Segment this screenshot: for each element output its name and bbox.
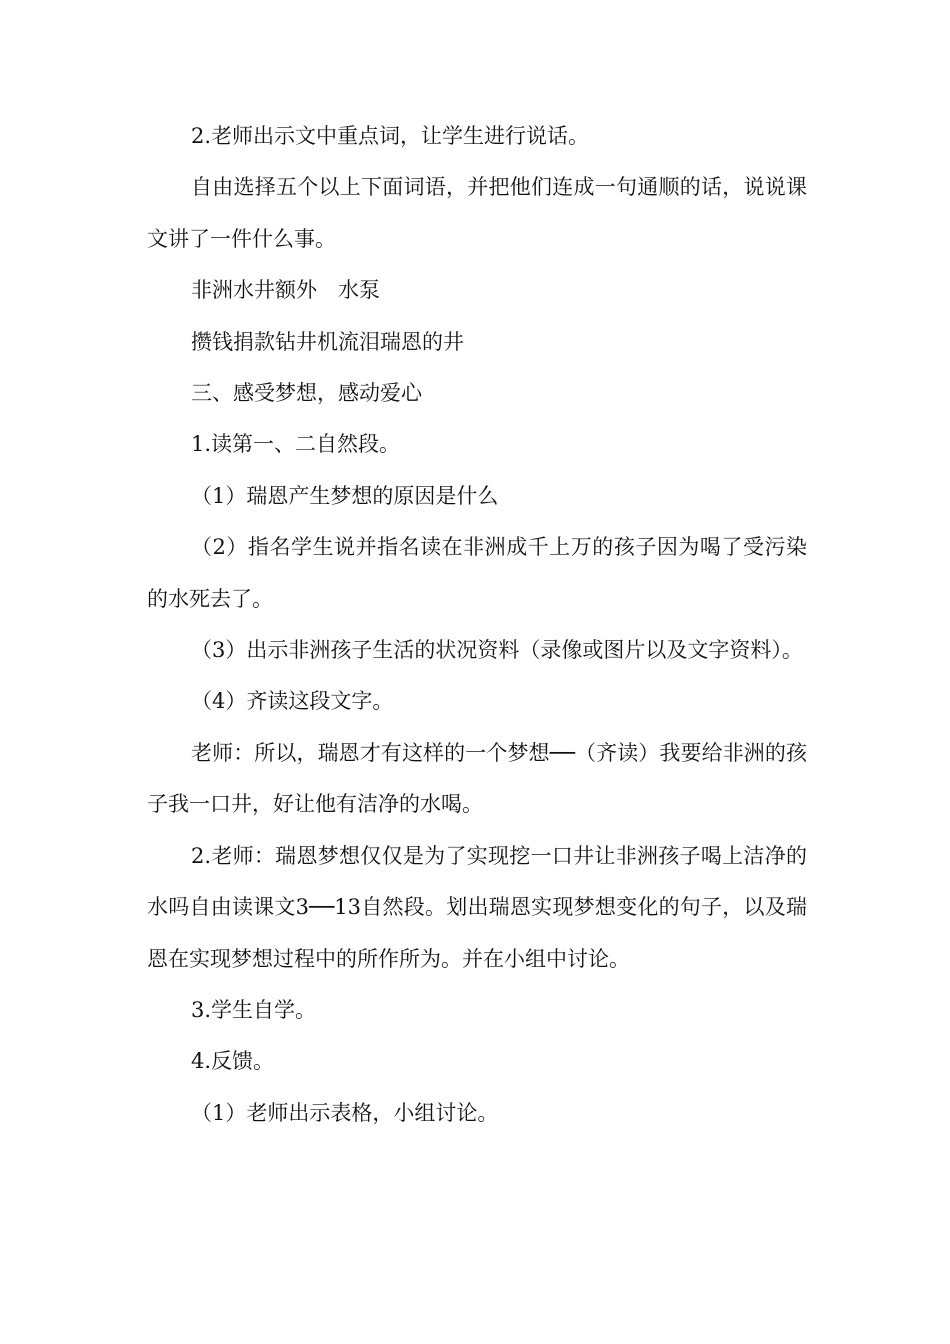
paragraph-word-list-1: 非洲水井额外 水泵 bbox=[191, 278, 380, 303]
paragraph-teacher-dream: 老师：所以，瑞恩才有这样的一个梦想──（齐读）我要给非洲的孩子我一口井，好让他有洁净的水喝。 bbox=[147, 740, 807, 817]
paragraph-word-list-2: 攒钱捐款钻井机流泪瑞恩的井 bbox=[191, 329, 464, 354]
section-heading-three: 三、感受梦想，感动爱心 bbox=[191, 381, 422, 406]
paragraph-self-study: 3.学生自学。 bbox=[191, 997, 317, 1022]
paragraph-read-first-sections: 1.读第一、二自然段。 bbox=[191, 432, 401, 457]
paragraph-teacher-question: 2.老师：瑞恩梦想仅仅是为了实现挖一口井让非洲孩子喝上洁净的水吗自由读课文3──13自然段。划出瑞恩实现梦想变化的句子，以及瑞恩在实现梦想过程中的所作所为。并在小组中讨论。 bbox=[147, 843, 807, 971]
paragraph-item-4: （4）齐读这段文字。 bbox=[191, 689, 394, 714]
document-body bbox=[147, 111, 807, 1139]
paragraph-feedback: 4.反馈。 bbox=[191, 1049, 275, 1074]
paragraph-choose-words: 自由选择五个以上下面词语，并把他们连成一句通顺的话，说说课文讲了一件什么事。 bbox=[147, 175, 807, 251]
paragraph-feedback-item-1: （1）老师出示表格，小组讨论。 bbox=[191, 1100, 499, 1125]
paragraph-item-3: （3）出示非洲孩子生活的状况资料（录像或图片以及文字资料）。 bbox=[191, 638, 803, 663]
paragraph-show-key-words: 2.老师出示文中重点词，让学生进行说话。 bbox=[191, 124, 590, 148]
paragraph-item-2: （2）指名学生说并指名读在非洲成千上万的孩子因为喝了受污染的水死去了。 bbox=[147, 535, 807, 611]
paragraph-item-1: （1）瑞恩产生梦想的原因是什么 bbox=[191, 483, 499, 508]
